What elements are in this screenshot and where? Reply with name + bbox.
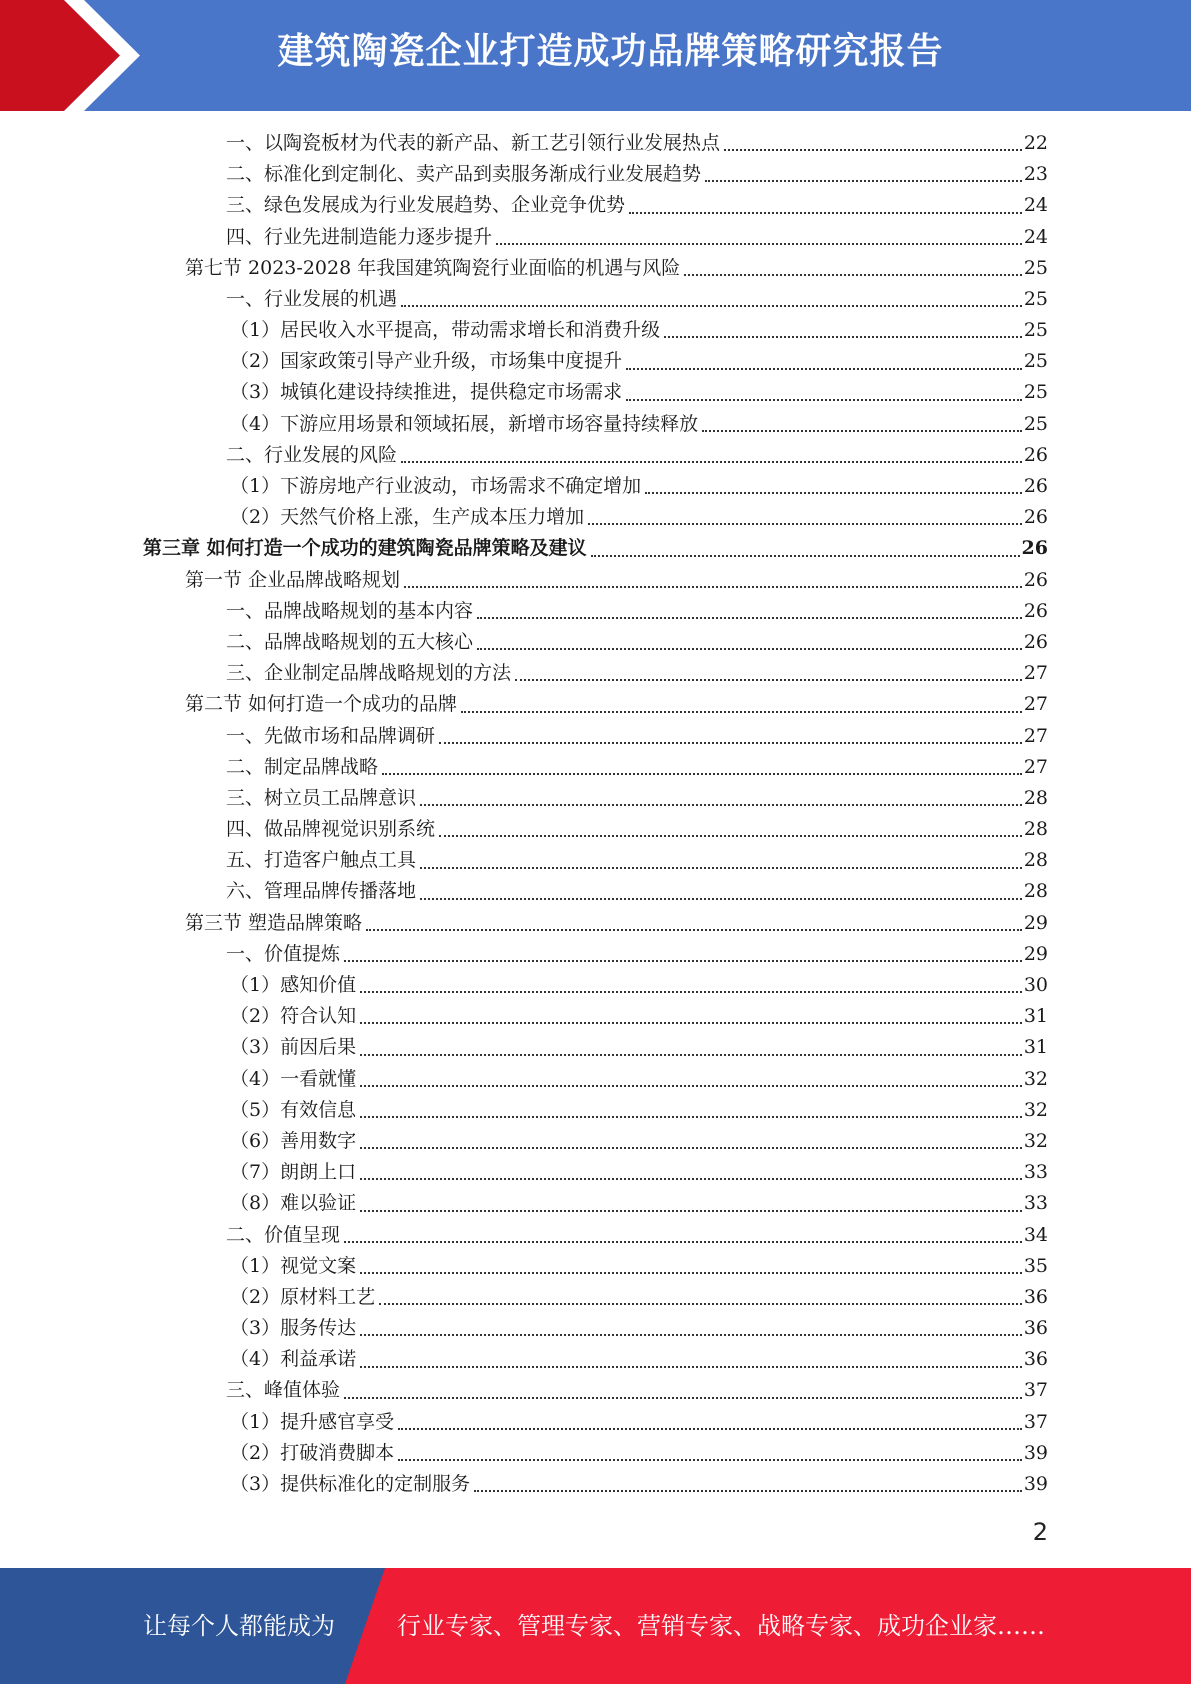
toc-entry[interactable]	[0, 1220, 1191, 1251]
toc-entry[interactable]	[0, 596, 1191, 627]
toc-dot-leader	[684, 274, 1022, 276]
toc-entry-page: 36	[1023, 1317, 1048, 1340]
toc-entry[interactable]	[0, 845, 1191, 876]
toc-entry[interactable]	[0, 409, 1191, 440]
toc-entry[interactable]	[0, 752, 1191, 783]
toc-entry[interactable]	[0, 284, 1191, 315]
toc-entry-page: 25	[1023, 287, 1048, 310]
toc-dot-leader	[420, 898, 1022, 900]
toc-entry-page: 36	[1023, 1285, 1048, 1308]
toc-entry[interactable]	[0, 440, 1191, 471]
toc-dot-leader	[588, 523, 1022, 525]
toc-entry[interactable]	[0, 814, 1191, 845]
toc-entry-label: 二、标准化到定制化、卖产品到卖服务渐成行业发展趋势	[226, 163, 702, 186]
toc-entry-page: 26	[1023, 568, 1048, 591]
toc-dot-leader	[398, 1459, 1022, 1461]
page-footer	[0, 1568, 1191, 1684]
toc-entry-page: 27	[1023, 662, 1048, 685]
toc-entry-page: 33	[1023, 1192, 1048, 1215]
toc-entry-page: 28	[1023, 818, 1048, 841]
toc-entry[interactable]	[0, 1095, 1191, 1126]
toc-dot-leader	[626, 399, 1022, 401]
toc-entry[interactable]	[0, 128, 1191, 159]
toc-entry-page: 31	[1023, 1036, 1048, 1059]
toc-dot-leader	[360, 991, 1022, 993]
toc-entry[interactable]	[0, 253, 1191, 284]
toc-entry-label: （6）善用数字	[230, 1129, 357, 1152]
toc-dot-leader	[366, 929, 1022, 931]
toc-entry-page: 28	[1023, 786, 1048, 809]
toc-dot-leader	[360, 1085, 1022, 1087]
toc-entry[interactable]	[0, 970, 1191, 1001]
page-header	[0, 0, 1191, 111]
toc-entry[interactable]	[0, 1469, 1191, 1500]
toc-entry-label: （1）提升感官享受	[230, 1410, 395, 1433]
toc-entry[interactable]	[0, 908, 1191, 939]
toc-dot-leader	[724, 149, 1022, 151]
toc-dot-leader	[664, 336, 1022, 338]
toc-entry-page: 26	[1023, 475, 1048, 498]
toc-entry-page: 32	[1023, 1098, 1048, 1121]
toc-dot-leader	[360, 1178, 1022, 1180]
toc-entry-page: 37	[1023, 1410, 1048, 1433]
toc-entry-label: （3）城镇化建设持续推进，提供稳定市场需求	[230, 381, 623, 404]
toc-dot-leader	[705, 180, 1022, 182]
toc-entry-label: （3）前因后果	[230, 1036, 357, 1059]
toc-entry-page: 30	[1023, 974, 1048, 997]
toc-entry[interactable]	[0, 939, 1191, 970]
toc-entry-page: 26	[1023, 506, 1048, 529]
toc-entry-page: 25	[1023, 381, 1048, 404]
toc-dot-leader	[360, 1022, 1022, 1024]
toc-dot-leader	[382, 773, 1022, 775]
toc-entry-label: （2）打破消费脚本	[230, 1441, 395, 1464]
toc-entry-label: 第三节 塑造品牌策略	[185, 911, 363, 934]
toc-entry-label: 一、行业发展的机遇	[226, 287, 398, 310]
toc-entry-page: 26	[1023, 630, 1048, 653]
toc-dot-leader	[439, 742, 1022, 744]
toc-entry-label: （4）一看就懂	[230, 1067, 357, 1090]
toc-entry-page: 35	[1023, 1254, 1048, 1277]
toc-entry-page: 24	[1023, 194, 1048, 217]
toc-entry-label: 一、品牌战略规划的基本内容	[226, 599, 474, 622]
toc-entry[interactable]	[0, 1064, 1191, 1095]
toc-entry-label: 一、先做市场和品牌调研	[226, 724, 436, 747]
toc-entry[interactable]	[0, 346, 1191, 377]
toc-entry-page: 25	[1023, 319, 1048, 342]
toc-entry[interactable]	[0, 1001, 1191, 1032]
toc-dot-leader	[344, 1241, 1022, 1243]
toc-entry-page: 27	[1023, 693, 1048, 716]
toc-entry-page: 25	[1023, 412, 1048, 435]
toc-dot-leader	[360, 1272, 1022, 1274]
toc-entry-label: （1）下游房地产行业波动，市场需求不确定增加	[230, 475, 642, 498]
toc-dot-leader	[477, 648, 1022, 650]
toc-entry-label: 六、管理品牌传播落地	[226, 880, 417, 903]
toc-entry-page: 28	[1023, 880, 1048, 903]
toc-entry-label: 第七节 2023-2028 年我国建筑陶瓷行业面临的机遇与风险	[185, 256, 681, 279]
toc-dot-leader	[360, 1147, 1022, 1149]
toc-dot-leader	[645, 492, 1022, 494]
toc-entry[interactable]	[0, 1438, 1191, 1469]
toc-entry-label: （3）服务传达	[230, 1317, 357, 1340]
toc-entry-page: 26	[1021, 537, 1048, 560]
toc-entry-label: （2）国家政策引导产业升级，市场集中度提升	[230, 350, 623, 373]
toc-entry-page: 32	[1023, 1129, 1048, 1152]
toc-entry-page: 34	[1023, 1223, 1048, 1246]
toc-dot-leader	[360, 1054, 1022, 1056]
toc-dot-leader	[360, 1334, 1022, 1336]
toc-entry-page: 26	[1023, 443, 1048, 466]
table-of-contents	[0, 128, 1191, 1500]
toc-dot-leader	[401, 461, 1022, 463]
toc-entry-label: 四、做品牌视觉识别系统	[226, 818, 436, 841]
toc-entry[interactable]	[0, 1407, 1191, 1438]
toc-dot-leader	[626, 368, 1022, 370]
page-number: 2	[1032, 1518, 1048, 1546]
toc-entry[interactable]	[0, 1251, 1191, 1282]
toc-dot-leader	[591, 555, 1020, 557]
toc-dot-leader	[404, 586, 1022, 588]
toc-entry-label: （4）利益承诺	[230, 1348, 357, 1371]
toc-entry-label: （8）难以验证	[230, 1192, 357, 1215]
footer-slogan-left: 让每个人都能成为	[143, 1612, 335, 1640]
toc-entry[interactable]	[0, 1282, 1191, 1313]
toc-dot-leader	[420, 867, 1022, 869]
toc-dot-leader	[360, 1116, 1022, 1118]
toc-entry-page: 27	[1023, 755, 1048, 778]
toc-entry[interactable]	[0, 222, 1191, 253]
toc-dot-leader	[461, 711, 1022, 713]
toc-entry[interactable]	[0, 689, 1191, 720]
toc-entry-label: 第三章 如何打造一个成功的建筑陶瓷品牌策略及建议	[143, 537, 587, 560]
toc-entry-label: 二、行业发展的风险	[226, 443, 398, 466]
toc-entry-page: 29	[1023, 942, 1048, 965]
toc-entry-page: 26	[1023, 599, 1048, 622]
toc-entry-label: （3）提供标准化的定制服务	[230, 1473, 471, 1496]
toc-dot-leader	[439, 835, 1022, 837]
toc-entry-label: （2）天然气价格上涨，生产成本压力增加	[230, 506, 585, 529]
toc-entry[interactable]	[0, 1157, 1191, 1188]
toc-entry-label: 第一节 企业品牌战略规划	[185, 568, 401, 591]
toc-entry[interactable]	[0, 1376, 1191, 1407]
toc-entry[interactable]	[0, 471, 1191, 502]
toc-entry-label: 一、以陶瓷板材为代表的新产品、新工艺引领行业发展热点	[226, 131, 721, 154]
toc-entry-page: 36	[1023, 1348, 1048, 1371]
toc-entry-label: （1）视觉文案	[230, 1254, 357, 1277]
toc-dot-leader	[344, 1397, 1022, 1399]
toc-entry[interactable]	[0, 721, 1191, 752]
toc-entry-page: 28	[1023, 849, 1048, 872]
document-title: 建筑陶瓷企业打造成功品牌策略研究报告	[277, 31, 944, 72]
toc-entry[interactable]	[0, 502, 1191, 533]
toc-entry-label: 三、树立员工品牌意识	[226, 786, 417, 809]
toc-entry[interactable]	[0, 783, 1191, 814]
toc-entry-label: 二、制定品牌战略	[226, 755, 379, 778]
toc-entry-page: 22	[1023, 131, 1048, 154]
toc-entry-label: 一、价值提炼	[226, 942, 341, 965]
toc-entry[interactable]	[0, 1126, 1191, 1157]
toc-entry[interactable]	[0, 533, 1191, 564]
toc-dot-leader	[515, 679, 1022, 681]
toc-entry[interactable]	[0, 1313, 1191, 1344]
toc-dot-leader	[379, 1303, 1022, 1305]
toc-entry[interactable]	[0, 877, 1191, 908]
toc-entry-label: 三、企业制定品牌战略规划的方法	[226, 662, 512, 685]
toc-entry-label: （7）朗朗上口	[230, 1161, 357, 1184]
toc-dot-leader	[360, 1210, 1022, 1212]
toc-dot-leader	[401, 305, 1022, 307]
toc-entry[interactable]	[0, 378, 1191, 409]
toc-entry-label: 二、价值呈现	[226, 1223, 341, 1246]
toc-dot-leader	[629, 212, 1022, 214]
toc-entry-page: 24	[1023, 225, 1048, 248]
toc-entry-label: 四、行业先进制造能力逐步提升	[226, 225, 493, 248]
toc-dot-leader	[474, 1490, 1022, 1492]
toc-dot-leader	[496, 243, 1022, 245]
toc-entry-page: 39	[1023, 1441, 1048, 1464]
toc-entry-label: 三、峰值体验	[226, 1379, 341, 1402]
toc-entry-page: 23	[1023, 163, 1048, 186]
toc-entry-page: 33	[1023, 1161, 1048, 1184]
toc-dot-leader	[360, 1366, 1022, 1368]
toc-entry-label: （1）居民收入水平提高，带动需求增长和消费升级	[230, 319, 661, 342]
toc-entry[interactable]	[0, 565, 1191, 596]
toc-dot-leader	[477, 617, 1022, 619]
toc-entry[interactable]	[0, 1032, 1191, 1063]
toc-dot-leader	[398, 1428, 1022, 1430]
toc-entry-label: 三、绿色发展成为行业发展趋势、企业竞争优势	[226, 194, 626, 217]
toc-entry-label: （4）下游应用场景和领域拓展，新增市场容量持续释放	[230, 412, 699, 435]
toc-dot-leader	[702, 430, 1022, 432]
toc-entry-page: 39	[1023, 1473, 1048, 1496]
toc-entry[interactable]	[0, 627, 1191, 658]
toc-entry[interactable]	[0, 315, 1191, 346]
toc-entry[interactable]	[0, 1344, 1191, 1375]
footer-slogan-right: 行业专家、管理专家、营销专家、战略专家、成功企业家……	[397, 1612, 1045, 1640]
toc-entry-page: 29	[1023, 911, 1048, 934]
toc-entry-page: 27	[1023, 724, 1048, 747]
toc-entry-page: 25	[1023, 350, 1048, 373]
toc-entry-label: （5）有效信息	[230, 1098, 357, 1121]
toc-dot-leader	[420, 804, 1022, 806]
toc-entry-page: 37	[1023, 1379, 1048, 1402]
toc-entry-label: （2）符合认知	[230, 1005, 357, 1028]
toc-entry-label: 第二节 如何打造一个成功的品牌	[185, 693, 458, 716]
toc-entry[interactable]	[0, 159, 1191, 190]
toc-entry[interactable]	[0, 658, 1191, 689]
toc-dot-leader	[344, 960, 1022, 962]
toc-entry-label: （2）原材料工艺	[230, 1285, 376, 1308]
toc-entry-label: 五、打造客户触点工具	[226, 849, 417, 872]
toc-entry[interactable]	[0, 1188, 1191, 1219]
toc-entry-label: 二、品牌战略规划的五大核心	[226, 630, 474, 653]
toc-entry-page: 32	[1023, 1067, 1048, 1090]
toc-entry-page: 25	[1023, 256, 1048, 279]
toc-entry-page: 31	[1023, 1005, 1048, 1028]
toc-entry-label: （1）感知价值	[230, 974, 357, 997]
toc-entry[interactable]	[0, 190, 1191, 221]
